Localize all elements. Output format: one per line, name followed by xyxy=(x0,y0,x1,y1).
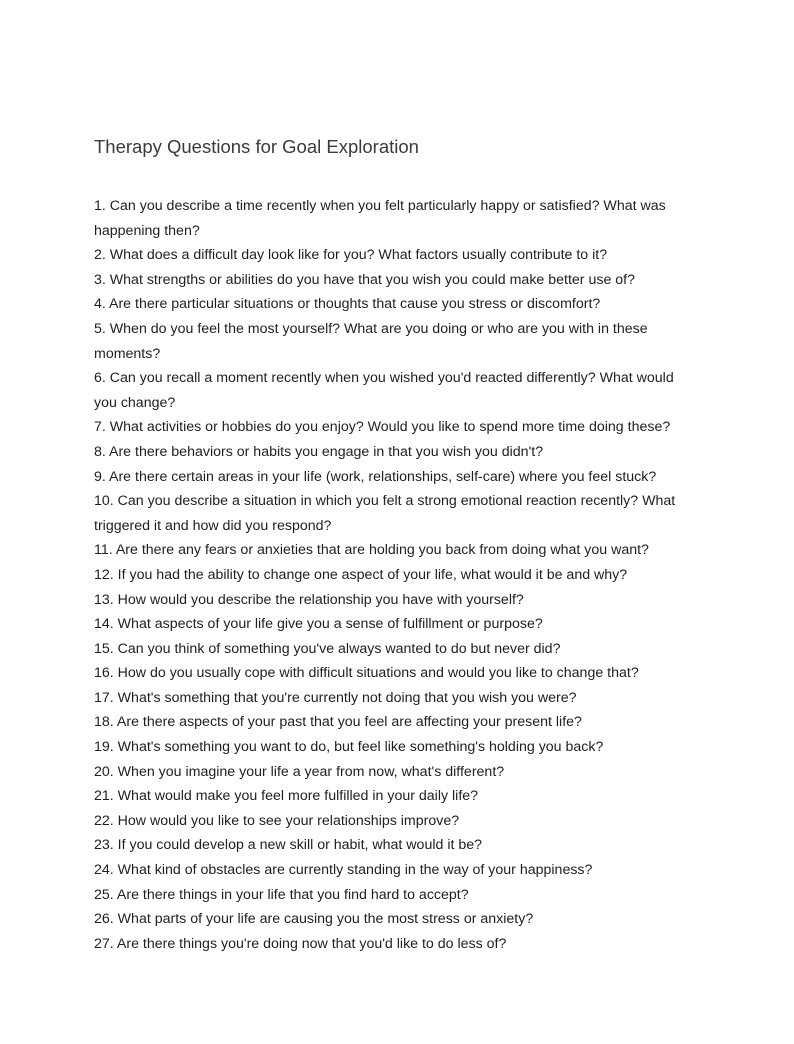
question-item: 15. Can you think of something you've always wanted to do but never did? xyxy=(94,640,561,657)
question-item: 11. Are there any fears or anxieties that are holding you back from doing what you want? xyxy=(94,542,649,559)
question-item: 13. How would you describe the relationship you have with yourself? xyxy=(94,591,524,608)
question-item: 22. How would you like to see your relationships improve? xyxy=(94,812,460,829)
question-item: 12. If you had the ability to change one aspect of your life, what would it be and why? xyxy=(94,566,628,583)
question-item: 3. What strengths or abilities do you have that you wish you could make better use of? xyxy=(94,271,636,288)
question-item: 4. Are there particular situations or thoughts that cause you stress or discomfort? xyxy=(94,296,601,313)
question-item: 7. What activities or hobbies do you enjoy? Would you like to spend more time doing these? xyxy=(94,419,671,436)
question-item: 6. Can you recall a moment recently when you wished you'd reacted differently? What would you change? xyxy=(94,370,674,411)
page-title: Therapy Questions for Goal Exploration xyxy=(94,136,419,157)
question-item: 8. Are there behaviors or habits you engage in that you wish you didn't? xyxy=(94,443,544,460)
question-item: 1. Can you describe a time recently when you felt particularly happy or satisfied? What was happening then? xyxy=(94,198,666,239)
question-item: 21. What would make you feel more fulfilled in your daily life? xyxy=(94,788,479,805)
question-item: 20. When you imagine your life a year from now, what's different? xyxy=(94,763,505,780)
question-item: 26. What parts of your life are causing you the most stress or anxiety? xyxy=(94,911,534,928)
question-item: 27. Are there things you're doing now that you'd like to do less of? xyxy=(94,935,507,952)
question-item: 18. Are there aspects of your past that you feel are affecting your present life? xyxy=(94,714,582,731)
question-item: 10. Can you describe a situation in which you felt a strong emotional reaction recently? What triggered it and how did you respond? xyxy=(94,493,676,534)
question-item: 23. If you could develop a new skill or habit, what would it be? xyxy=(94,837,483,854)
question-item: 19. What's something you want to do, but feel like something's holding you back? xyxy=(94,739,604,756)
question-item: 24. What kind of obstacles are currently standing in the way of your happiness? xyxy=(94,862,593,879)
question-item: 5. When do you feel the most yourself? What are you doing or who are you with in these moments? xyxy=(94,320,648,362)
question-item: 2. What does a difficult day look like for you? What factors usually contribute to it? xyxy=(94,247,608,264)
question-item: 17. What's something that you're currently not doing that you wish you were? xyxy=(94,689,577,706)
question-list xyxy=(94,194,694,956)
question-item: 16. How do you usually cope with difficult situations and would you like to change that? xyxy=(94,665,639,682)
question-item: 14. What aspects of your life give you a sense of fulfillment or purpose? xyxy=(94,616,543,633)
question-item: 25. Are there things in your life that you find hard to accept? xyxy=(94,886,469,903)
question-item: 9. Are there certain areas in your life (work, relationships, self-care) where you feel stuck? xyxy=(94,468,657,485)
